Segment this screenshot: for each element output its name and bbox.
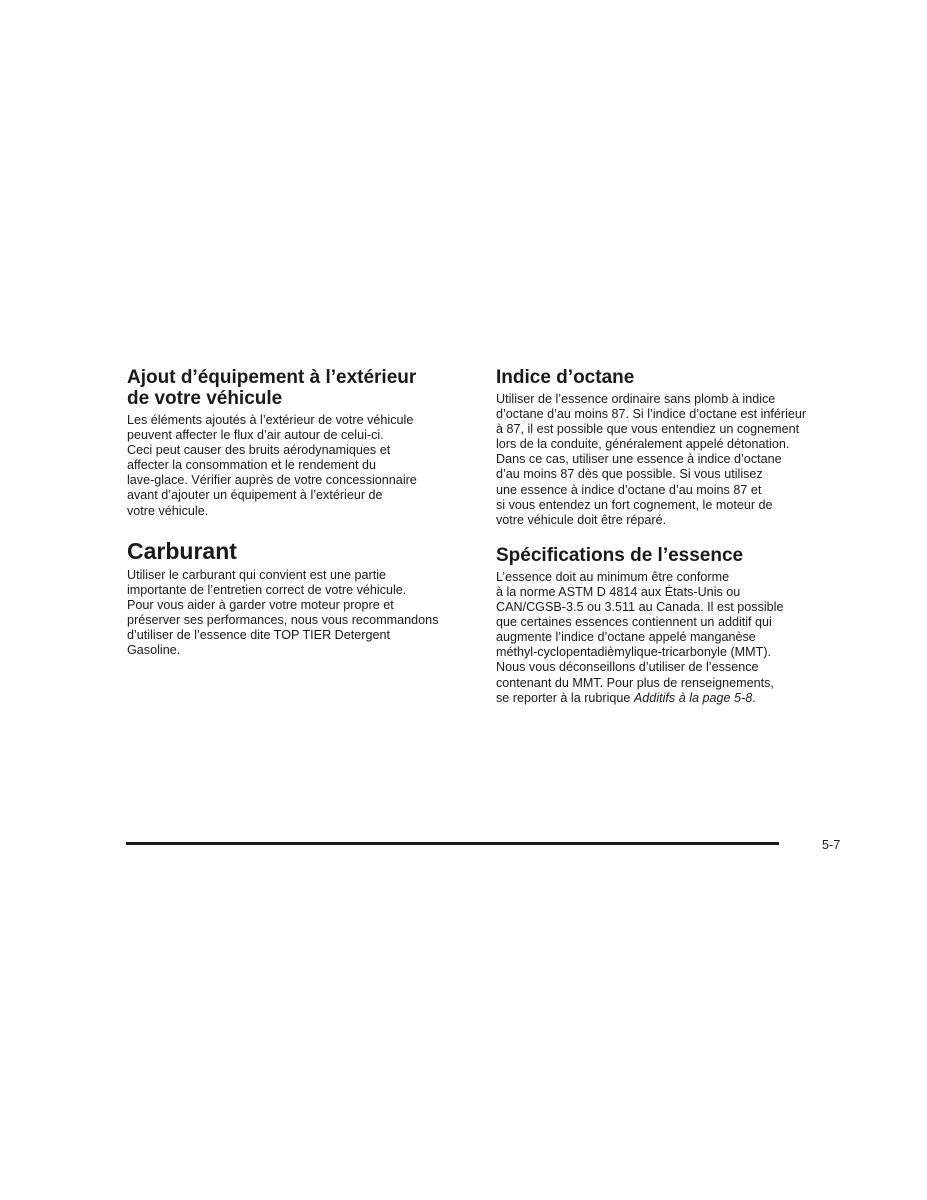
text-line: CAN/CGSB-3.5 ou 3.511 au Canada. Il est possible [496, 600, 784, 615]
text-fragment: se reporter à la rubrique [496, 690, 634, 705]
text-line: que certaines essences contiennent un additif qui [496, 615, 772, 630]
text-line: peuvent affecter le flux d’air autour de celui-ci. [127, 428, 384, 443]
text-line: lave-glace. Vérifier auprès de votre concessionnaire [127, 473, 417, 488]
paragraph-fuel-specifications [496, 570, 846, 706]
text-line: à la norme ASTM D 4814 aux États-Unis ou [496, 584, 741, 599]
text-line: L’essence doit au minimum être conforme [496, 569, 730, 584]
spacer [496, 528, 846, 545]
text-line: d’au moins 87 dès que possible. Si vous utilisez [496, 467, 763, 482]
cross-reference-link[interactable]: Additifs à la page 5-8 [633, 690, 753, 705]
text-line: Dans ce cas, utiliser une essence à indice d’octane [496, 452, 782, 467]
text-line: votre véhicule doit être réparé. [496, 512, 667, 527]
text-line: d’octane d’au moins 87. Si l’indice d’octane est inférieur [496, 407, 807, 422]
page-number: 5-7 [822, 838, 841, 852]
title-line: Ajout d’équipement à l’extérieur [127, 367, 417, 388]
text-line: Gasoline. [127, 643, 181, 658]
left-column [127, 367, 472, 658]
text-line: méthyl-cyclopentadièmylique-tricarbonyle (MMT). [496, 645, 772, 660]
section-title-octane: Indice d’octane [496, 367, 635, 388]
text-line: Les éléments ajoutés à l’extérieur de votre véhicule [127, 413, 414, 427]
section-title-fuel-specifications: Spécifications de l’essence [496, 544, 744, 566]
text-fragment: . [752, 690, 756, 705]
text-line: Ceci peut causer des bruits aérodynamiques et [127, 443, 391, 458]
spacer [127, 519, 472, 538]
text-line: importante de l’entretien correct de votre véhicule. [127, 582, 407, 597]
text-line: contenant du MMT. Pour plus de renseignements, [496, 675, 774, 690]
text-line: Nous vous déconseillons d’utiliser de l’essence [496, 660, 759, 675]
text-line: lors de la conduite, généralement appelé détonation. [496, 437, 790, 452]
text-line: si vous entendez un fort cognement, le moteur de [496, 497, 773, 512]
title-line: de votre véhicule [127, 388, 283, 409]
text-line: affecter la consommation et le rendement du [127, 458, 376, 473]
text-line: à 87, il est possible que vous entendiez un cognement [496, 422, 800, 437]
paragraph-fuel [127, 568, 472, 659]
text-line: Utiliser le carburant qui convient est une partie [127, 567, 387, 582]
paragraph-octane [496, 392, 846, 528]
text-line-with-reference [496, 691, 846, 706]
right-column [496, 367, 846, 706]
text-line: une essence à indice d’octane d’au moins 87 et [496, 482, 762, 497]
text-line: Utiliser de l’essence ordinaire sans plomb à indice [496, 392, 776, 406]
section-title-fuel: Carburant [127, 537, 237, 564]
text-line: avant d’ajouter un équipement à l’extérieur de [127, 488, 383, 503]
text-line: préserver ses performances, nous vous recommandons [127, 612, 439, 627]
text-line: Pour vous aider à garder votre moteur propre et [127, 597, 394, 612]
footer-rule [126, 842, 779, 845]
text-line: d’utiliser de l’essence dite TOP TIER Detergent [127, 628, 390, 643]
section-title-exterior-equipment [127, 367, 472, 409]
paragraph-exterior-equipment [127, 413, 472, 519]
text-line: votre véhicule. [127, 503, 209, 518]
text-line: augmente l’indice d’octane appelé manganèse [496, 630, 756, 645]
